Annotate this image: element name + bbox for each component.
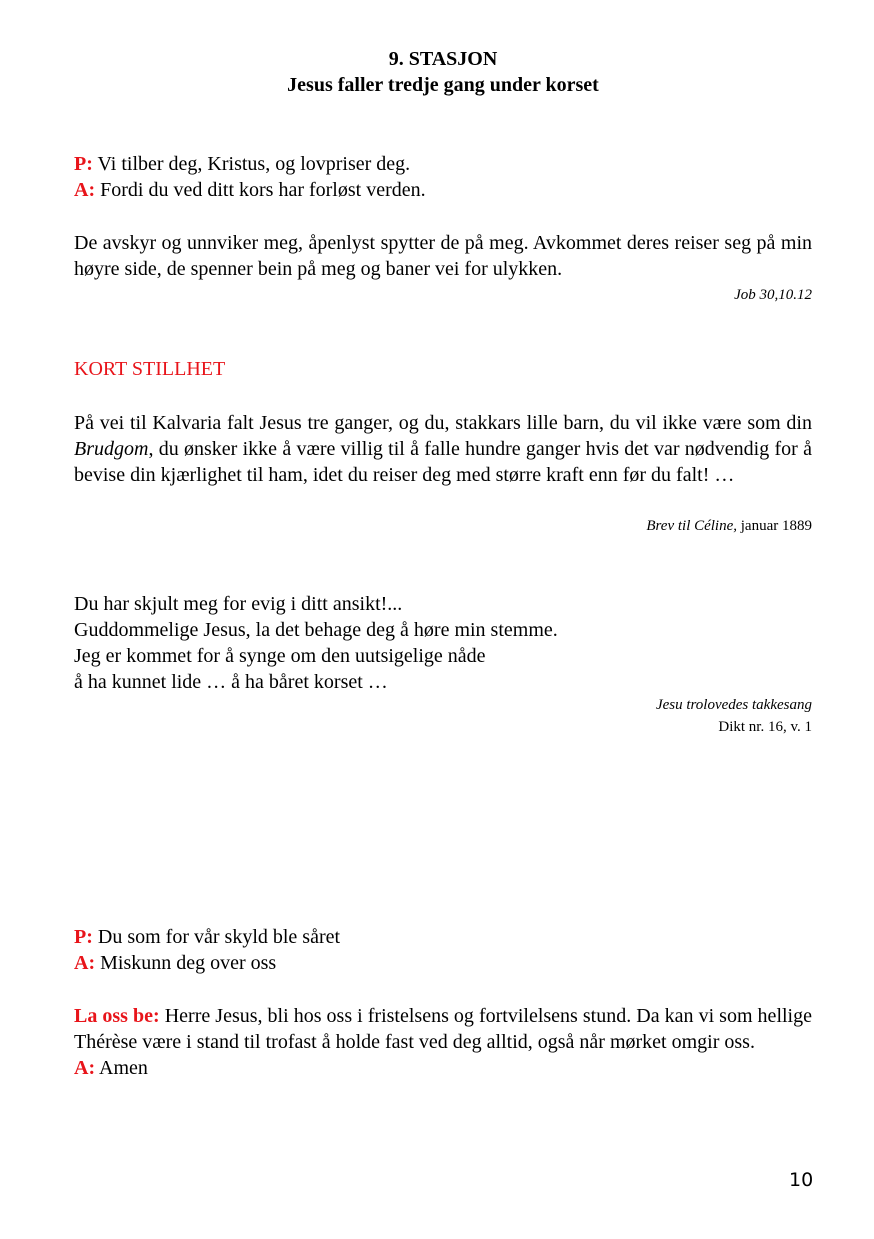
poem-line: Du har skjult meg for evig i ditt ansikt!... <box>74 593 403 615</box>
priest-label: P: <box>74 153 93 175</box>
prayer-label: La oss be: <box>74 1005 160 1027</box>
assembly-text: Amen <box>95 1057 148 1079</box>
assembly-line <box>74 177 812 203</box>
silence-label: KORT STILLHET <box>74 358 226 380</box>
scripture-source: Job 30,10.12 <box>734 287 812 303</box>
letter-text-end: , du ønsker ikke å være villig til å falle hundre ganger hvis det var nødvendig for å bevise din kjærlighet til ham, idet du reiser deg med større kraft enn før du falt! … <box>74 438 812 486</box>
prayer <box>74 1003 812 1081</box>
priest-line <box>74 924 812 950</box>
page-header <box>74 46 812 98</box>
response-dialogue <box>74 924 812 976</box>
assembly-text: Fordi du ved ditt kors har forløst verden. <box>95 179 426 201</box>
poem-source <box>74 694 812 738</box>
letter-text-start: På vei til Kalvaria falt Jesus tre ganger, og du, stakkars lille barn, du vil ikke være som din <box>74 412 812 434</box>
assembly-line <box>74 1055 812 1081</box>
poem <box>74 591 812 695</box>
assembly-line <box>74 950 812 976</box>
opening-dialogue <box>74 151 812 203</box>
priest-label: P: <box>74 926 93 948</box>
priest-text: Vi tilber deg, Kristus, og lovpriser deg. <box>92 153 411 175</box>
assembly-label: A: <box>74 1057 96 1079</box>
assembly-text: Miskunn deg over oss <box>95 952 277 974</box>
letter-text-italic: Brudgom <box>74 438 149 460</box>
document-page <box>74 0 812 1239</box>
letter-source-title: Brev til Céline, <box>646 518 738 534</box>
poem-line: Guddommelige Jesus, la det behage deg å høre min stemme. <box>74 619 558 641</box>
scripture-text: De avskyr og unnviker meg, åpenlyst spytter de på meg. Avkommet deres reiser seg på min høyre side, de spenner bein på meg og baner vei for ulykken. <box>74 232 812 280</box>
letter-source-date: januar 1889 <box>737 518 812 534</box>
priest-line <box>74 151 812 177</box>
station-title: Jesus faller tredje gang under korset <box>287 74 599 96</box>
assembly-label: A: <box>74 179 96 201</box>
priest-text: Du som for vår skyld ble såret <box>92 926 341 948</box>
assembly-label: A: <box>74 952 96 974</box>
poem-source-title: Jesu trolovedes takkesang <box>655 697 812 713</box>
station-number: 9. STASJON <box>388 48 498 70</box>
prayer-body: Herre Jesus, bli hos oss i fristelsens og fortvilelsens stund. Da kan vi som hellige Thérèse være i stand til trofast å holde fast ved deg alltid, også når mørket omgir oss. <box>74 1005 812 1053</box>
poem-line: å ha kunnet lide … å ha båret korset … <box>74 671 388 693</box>
poem-source-ref: Dikt nr. 16, v. 1 <box>718 719 812 735</box>
page-number: 10 <box>789 1169 814 1191</box>
letter-text <box>74 410 812 488</box>
letter-source <box>74 515 812 537</box>
prayer-text <box>74 1003 812 1055</box>
poem-line: Jeg er kommet for å synge om den uutsigelige nåde <box>74 645 486 667</box>
